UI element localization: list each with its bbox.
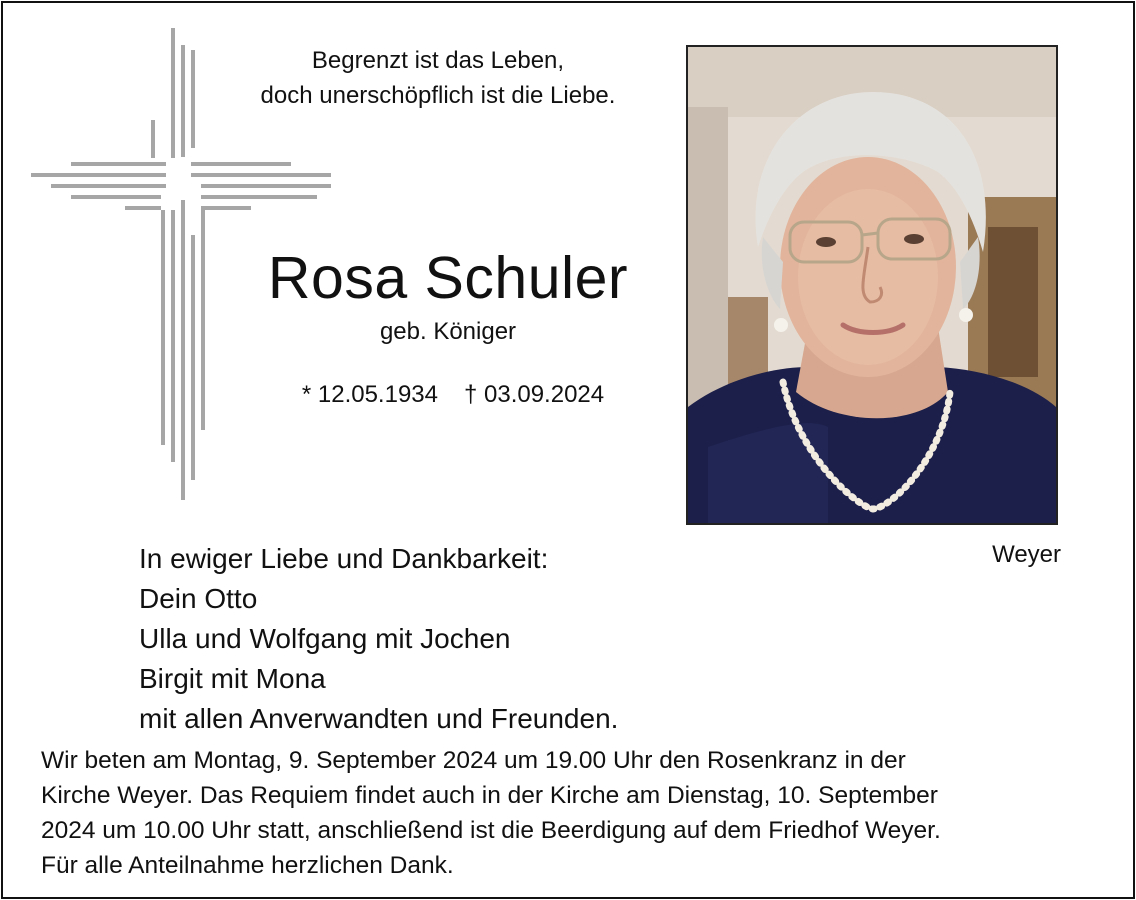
deceased-name: Rosa Schuler bbox=[267, 245, 629, 311]
mourner-line: Birgit mit Mona bbox=[139, 663, 326, 694]
portrait-photo bbox=[686, 45, 1058, 525]
announcement-line: Für alle Anteilnahme herzlichen Dank. bbox=[41, 852, 454, 879]
motto-line: Begrenzt ist das Leben, bbox=[311, 47, 565, 74]
announcement-line: 2024 um 10.00 Uhr statt, anschließend ist die Beerdigung auf dem Friedhof Weyer. bbox=[41, 817, 941, 844]
portrait-image bbox=[688, 47, 1056, 523]
mourners-list bbox=[139, 539, 759, 739]
obituary-notice bbox=[1, 1, 1135, 899]
mourner-line: mit allen Anverwandten und Freunden. bbox=[139, 703, 619, 734]
motto-line: doch unerschöpflich ist die Liebe. bbox=[260, 82, 616, 109]
birth-date: * 12.05.1934 bbox=[301, 381, 438, 408]
announcement-line: Kirche Weyer. Das Requiem findet auch in der Kirche am Dienstag, 10. September bbox=[41, 782, 938, 809]
announcement-line: Wir beten am Montag, 9. September 2024 um 19.00 Uhr den Rosenkranz in der bbox=[41, 747, 906, 774]
motto bbox=[203, 43, 673, 113]
birth-name: geb. Königer bbox=[379, 318, 517, 345]
mourner-line: Ulla und Wolfgang mit Jochen bbox=[139, 623, 511, 654]
death-date: † 03.09.2024 bbox=[463, 381, 605, 408]
life-dates bbox=[253, 379, 653, 411]
place-name: Weyer bbox=[992, 541, 1061, 568]
mourner-line: In ewiger Liebe und Dankbarkeit: bbox=[139, 543, 549, 574]
service-announcement bbox=[41, 743, 1121, 883]
mourner-line: Dein Otto bbox=[139, 583, 258, 614]
